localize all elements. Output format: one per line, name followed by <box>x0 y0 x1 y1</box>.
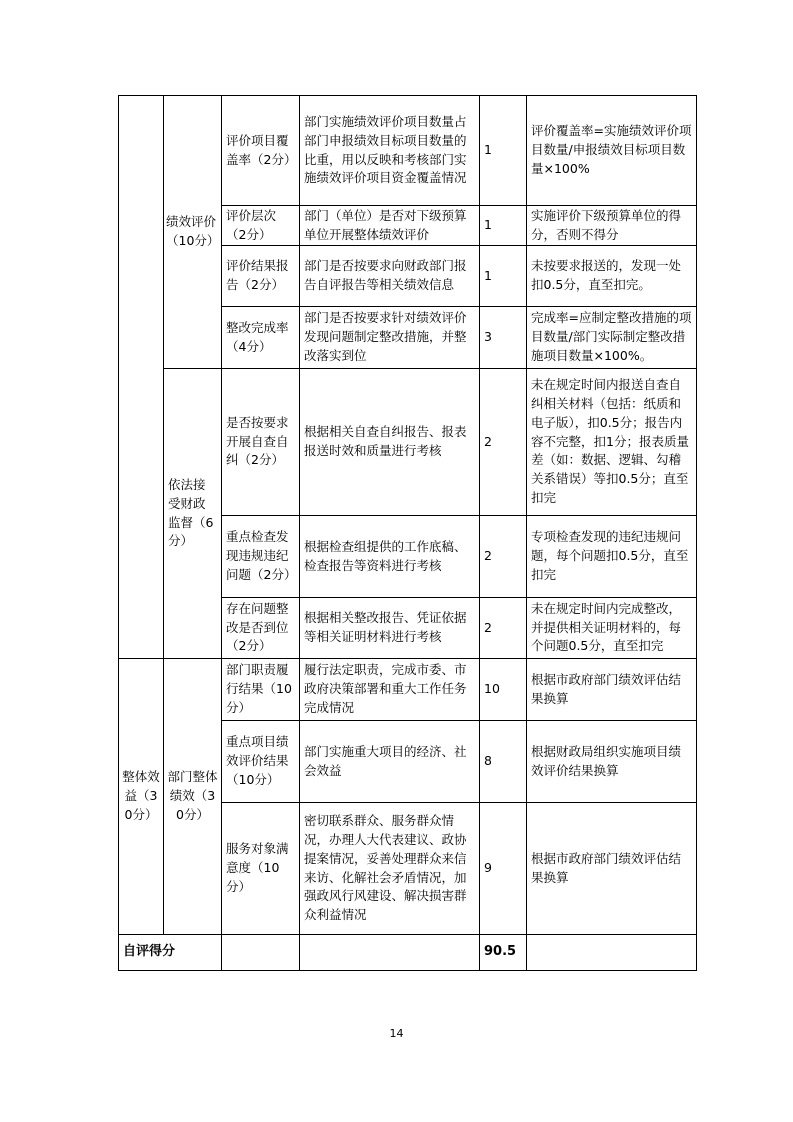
indicator-cell: 整改完成率（4分） <box>222 307 300 369</box>
total-row <box>119 935 697 971</box>
secondary-indicator-cell: 绩效评价（10分） <box>164 96 222 369</box>
indicator-cell: 重点项目绩效评价结果（10分） <box>222 721 300 803</box>
secondary-indicator-cell: 部门整体绩效（30分） <box>164 659 222 935</box>
score-cell: 3 <box>480 307 527 369</box>
criteria-cell: 完成率=应制定整改措施的项目数量/部门实际制定整改措施项目数量×100%。 <box>527 307 697 369</box>
indicator-cell: 服务对象满意度（10分） <box>222 803 300 935</box>
empty-cell <box>300 935 480 971</box>
description-cell: 根据相关整改报告、凭证依据等相关证明材料进行考核 <box>300 598 480 659</box>
criteria-cell: 实施评价下级预算单位的得分，否则不得分 <box>527 206 697 246</box>
indicator-cell: 是否按要求开展自查自纠（2分） <box>222 369 300 516</box>
criteria-cell: 专项检查发现的违纪违规问题，每个问题扣0.5分，直至扣完 <box>527 516 697 598</box>
indicator-cell: 存在问题整改是否到位（2分） <box>222 598 300 659</box>
score-cell: 2 <box>480 598 527 659</box>
category-cell-empty <box>119 96 164 659</box>
indicator-cell: 部门职责履行结果（10分） <box>222 659 300 721</box>
score-cell: 8 <box>480 721 527 803</box>
score-cell: 10 <box>480 659 527 721</box>
criteria-cell: 根据市政府部门绩效评估结果换算 <box>527 659 697 721</box>
score-cell: 2 <box>480 516 527 598</box>
description-cell: 部门（单位）是否对下级预算单位开展整体绩效评价 <box>300 206 480 246</box>
criteria-cell: 根据财政局组织实施项目绩效评价结果换算 <box>527 721 697 803</box>
description-cell: 部门实施绩效评价项目数量占部门申报绩效目标项目数量的比重，用以反映和考核部门实施绩效评价项目资金覆盖情况 <box>300 96 480 206</box>
score-cell: 2 <box>480 369 527 516</box>
indicator-cell: 评价结果报告（2分） <box>222 246 300 307</box>
description-cell: 履行法定职责，完成市委、市政府决策部署和重大工作任务完成情况 <box>300 659 480 721</box>
empty-cell <box>527 935 697 971</box>
total-score: 90.5 <box>480 935 527 971</box>
total-label: 自评得分 <box>119 935 222 971</box>
indicator-cell: 重点检查发现违规违纪问题（2分） <box>222 516 300 598</box>
description-cell: 根据检查组提供的工作底稿、检查报告等资料进行考核 <box>300 516 480 598</box>
score-cell: 1 <box>480 206 527 246</box>
criteria-cell: 未按要求报送的，发现一处扣0.5分，直至扣完。 <box>527 246 697 307</box>
score-cell: 1 <box>480 246 527 307</box>
description-cell: 密切联系群众、服务群众情况，办理人大代表建议、政协提案情况，妥善处理群众来信来访、化解社会矛盾情况，加强政风行风建设、解决损害群众利益情况 <box>300 803 480 935</box>
evaluation-table <box>118 95 697 971</box>
indicator-cell: 评价项目覆盖率（2分） <box>222 96 300 206</box>
description-cell: 部门实施重大项目的经济、社会效益 <box>300 721 480 803</box>
empty-cell <box>222 935 300 971</box>
page-number: 14 <box>389 1027 404 1040</box>
criteria-cell: 未在规定时间内完成整改，并提供相关证明材料的，每个问题0.5分，直至扣完 <box>527 598 697 659</box>
criteria-cell: 根据市政府部门绩效评估结果换算 <box>527 803 697 935</box>
score-cell: 1 <box>480 96 527 206</box>
table-row <box>119 369 697 516</box>
criteria-cell: 评价覆盖率=实施绩效评价项目数量/申报绩效目标项目数量×100% <box>527 96 697 206</box>
criteria-cell: 未在规定时间内报送自查自纠相关材料（包括：纸质和电子版），扣0.5分；报告内容不完整，扣1分；报表质量差（如：数据、逻辑、勾稽关系错误）等扣0.5分；直至扣完 <box>527 369 697 516</box>
table-row <box>119 659 697 721</box>
table-row <box>119 96 697 206</box>
description-cell: 部门是否按要求针对绩效评价发现问题制定整改措施，并整改落实到位 <box>300 307 480 369</box>
secondary-indicator-cell: 依法接受财政监督（6分） <box>164 369 222 659</box>
description-cell: 根据相关自查自纠报告、报表报送时效和质量进行考核 <box>300 369 480 516</box>
category-cell: 整体效益（30分） <box>119 659 164 935</box>
indicator-cell: 评价层次（2分） <box>222 206 300 246</box>
description-cell: 部门是否按要求向财政部门报告自评报告等相关绩效信息 <box>300 246 480 307</box>
score-cell: 9 <box>480 803 527 935</box>
